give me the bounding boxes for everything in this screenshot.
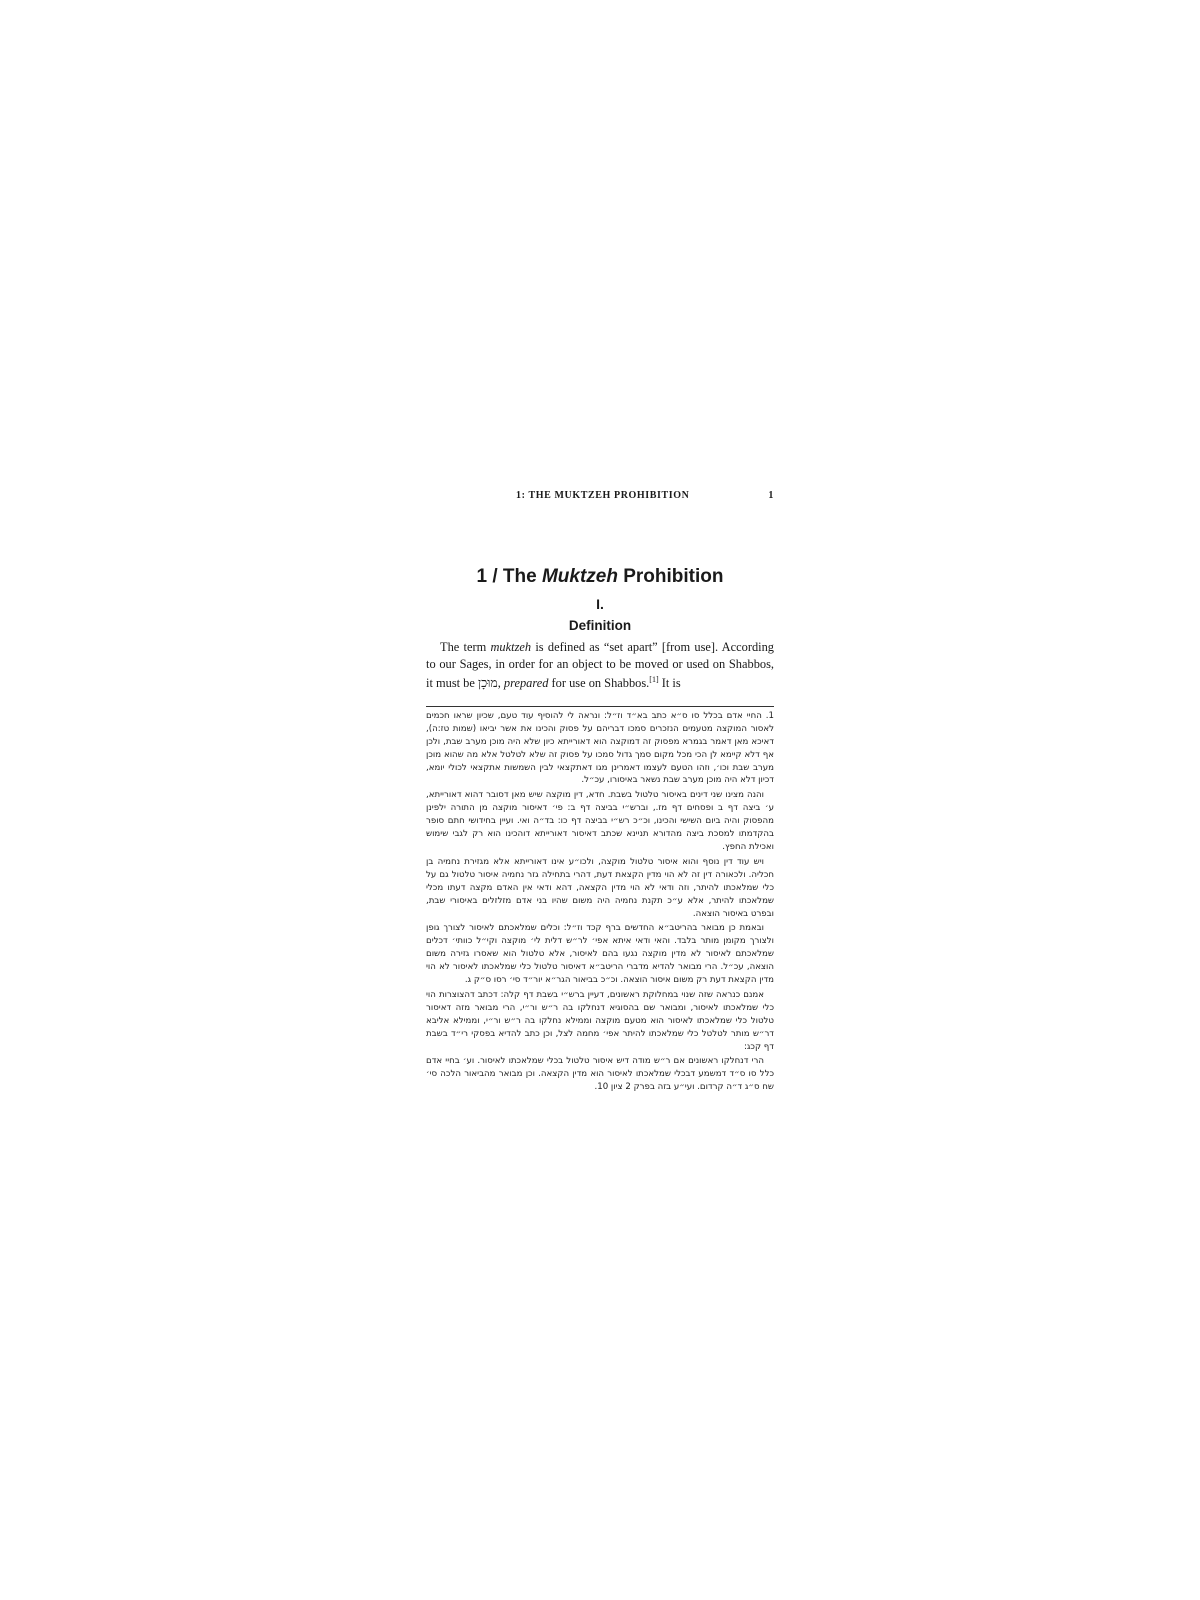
page-number: 1 <box>768 490 774 501</box>
footnote-paragraph: אמנם כנראה שזה שנוי במחלוקת ראשונים, דעיין ברש״י בשבת דף קלה: דכתב דהצוצרות הוי כלי שמלאכתו לאיסור, ומבואר שם בהסוגיא דנחלקו בה ר״ש ור״י, הרי מבואר מזה דאיסור טלטול כלי שמלאכתו לאיסור הוא מטעם מוקצה וממילא נחלקו בה ר״ש ור״י, וממילא אליבא דר״ש מותר לטלטל כלי שמלאכתו להיתר אפי׳ מחמה לצל, וכן כתב להדיא בפסקי רי״ד בשבת דף קכג: <box>426 989 774 1052</box>
running-head-title: 1: THE MUKTZEH PROHIBITION <box>516 490 690 501</box>
book-page <box>426 490 774 1096</box>
chapter-title-suffix: Prohibition <box>617 566 724 587</box>
footnote-paragraph: 1. החיי אדם בכלל סו ס״א כתב בא״ד וז״ל: ונראה לי להוסיף עוד טעם, שכיון שראו חכמים לאסור המוקצה מטעמים הנזכרים סמכו דבריהם על פסוק והכינו את אשר יביאו (שמות טז:ה), דאיכא מאן דאמר בגמרא מפסוק זה דמוקצה הוא דאורייתא כיון שלא היה מוכן מערב שבת, ולכן אף דלא קיימא לן הכי מכל מקום סמך גדול סמכו על פסוק זה שלא לטלטל אלא מה שהוא מוכן מערב שבת וכו׳, וזהו הטעם לעצמו דאמרינן מגו דאתקצאי לבין השמשות אתקצאי לכולי יומא, דכיון דלא היה מוכן מערב שבת נשאר באיסורו, עכ״ל. <box>426 710 774 786</box>
section-heading: Definition <box>568 618 632 633</box>
footnote-paragraph: ויש עוד דין נוסף והוא איסור טלטול מוקצה, ולכו״ע אינו דאורייתא אלא מגזירת נחמיה בן חכליה. ולכאורה דין זה לא הוי מדין הקצאת דעת, דהרי בתחילה גזר נחמיה איסור טלטול גם על כלי שמלאכתו להיתר, וזה ודאי לא הוי מדין הקצאה, דהא ודאי אין האדם מקצה דעתו מכלי שמלאכתו להיתר, אלא ע״כ תקנת נחמיה היה משום שהיו בני אדם מזלזלים באיסורי שבת, ובפרט באיסור הוצאה. <box>426 856 774 919</box>
footnote-paragraph: והנה מצינו שני דינים באיסור טלטול בשבת. חדא, דין מוקצה שיש מאן דסובר דהוא דאורייתא, ע׳ ביצה דף ב ופסחים דף מז., וברש״י בביצה דף ב: פי׳ דאיסור מוקצה מן התורה ילפינן מהפסוק והיה ביום השישי והכינו, וכ״כ רש״י בביצה דף כו: בד״ה ואי. ועיין בחידושי חתם סופר בהקדמתו למסכת ביצה מהדורא תניינא שכתב דאיסור דאורייתא דוהכינו הוא רק לגבי שימוש ואכילת החפץ. <box>426 790 774 852</box>
footnote-ref[interactable]: [1] <box>649 675 659 685</box>
term-muktzeh: muktzeh <box>490 640 532 654</box>
hebrew-term: מוּכָן <box>477 676 498 691</box>
footnote-paragraph: ובאמת כן מבואר בהריטב״א החדשים ברף קכד וז״ל: וכלים שמלאכתם לאיסור לצורך גופן ולצורך מקומן מותר בלבד. והאי ודאי איתא אפי׳ לר״ש דלית לי׳ מוקצה וקי״ל כוותי׳ דכלים שמלאכתם לאיסור לא מדין מוקצה נגעו בהם לאיסור, אלא טלטול הוא שאסרו גזירה משום הוצאה, עכ״ל. הרי מבואר להדיא מדברי הריטב״א דאיסור טלטול כלי שמלאכתו לאיסור לא הוי מדין הקצאת דעת רק משום איסור הוצאה. וכ״כ בביאור הגר״א יור״ד סי׳ רסו ס״ק ג. <box>426 923 774 986</box>
chapter-title-prefix: 1 / The <box>476 566 542 587</box>
footnote-divider <box>426 706 774 707</box>
chapter-title-italic: Muktzeh <box>541 566 618 587</box>
body-text-run: , <box>497 676 504 691</box>
body-text-run: for use on Shabbos. <box>548 676 650 691</box>
chapter-title <box>426 566 774 588</box>
term-prepared: prepared <box>503 676 549 691</box>
footnotes <box>426 710 774 1094</box>
section-number: I. <box>596 596 604 612</box>
body-text-run: is defined as “set apart” [from use]. According to our Sages, in order for an object to be moved or used on Shabbos, it must be <box>426 640 774 691</box>
body-text-run: The term <box>440 640 491 654</box>
body-text-run: It is <box>658 676 681 691</box>
body-paragraph <box>426 639 774 692</box>
running-head <box>426 490 774 504</box>
footnote-paragraph: הרי דנחלקו ראשונים אם ר״ש מודה דיש איסור טלטול בכלי שמלאכתו לאיסור. וע׳ בחיי אדם כלל סו ס״ד דמשמע דבכלי שמלאכתו לאיסור הוא מדין הקצאה. וכן מבואר מהביאור הלכה סי׳ שח ס״ג ד״ה קרדום. ועי״ע בזה בפרק 2 ציון 10. <box>426 1056 774 1093</box>
